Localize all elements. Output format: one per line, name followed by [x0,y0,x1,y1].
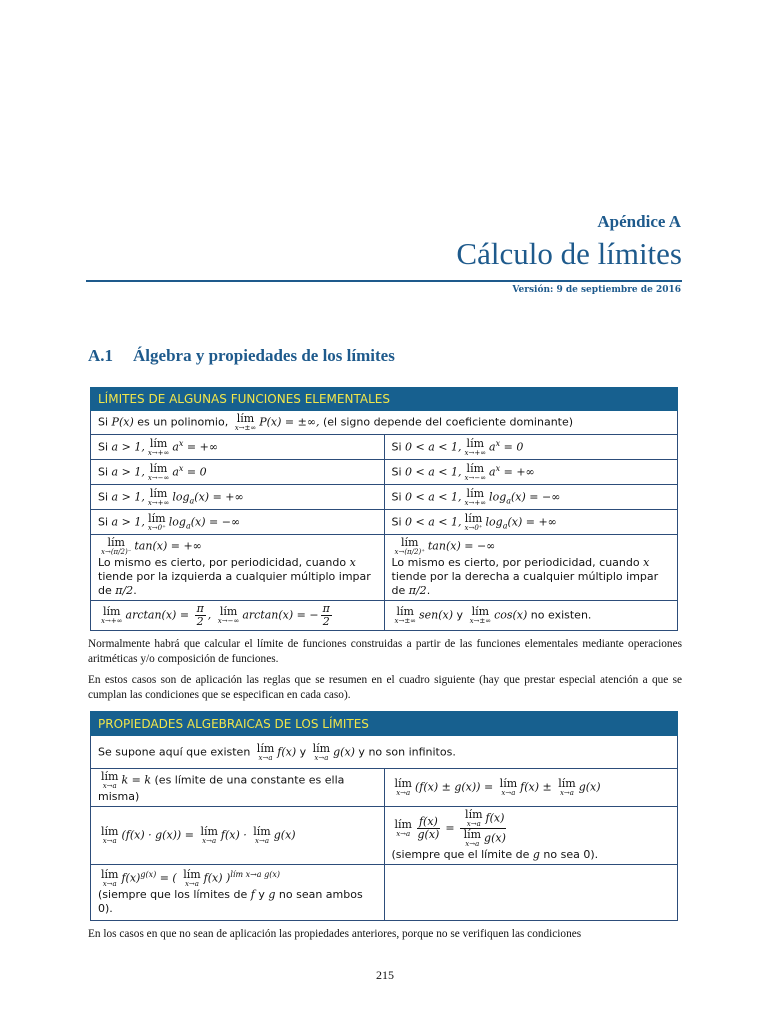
lim-word: lím [558,777,576,791]
text: es un polinomio, [133,415,232,429]
math-expr: log [168,515,186,528]
denominator [323,616,330,628]
lim-word: lím [107,536,125,549]
text: (el signo depende del coeficiente dominante) [319,415,574,429]
limit-operator [101,869,118,888]
subscript: a [185,521,191,531]
math-expr: f(x) [277,745,297,759]
table-cell [91,736,678,769]
text: Si [98,490,112,503]
numerator [460,809,506,829]
math-expr: = 0 [500,440,524,453]
text: Si [98,465,112,478]
text: y [254,888,269,902]
table-cell [91,601,385,631]
math-expr: cos(x) [494,608,528,622]
lim-word: lím [149,436,168,450]
math-expr: (x) = +∞ [194,490,244,503]
limit-operator [470,606,492,625]
lim-subscript: x→−∞ [464,473,487,482]
lim-subscript: x→a [102,880,117,889]
lim-subscript: x→−∞ [147,473,170,482]
text: Si [391,490,406,503]
lim-word: lím [466,436,485,450]
section-title: Álgebra y propiedades de los límites [133,346,395,365]
limit-operator [465,463,487,482]
lim-word: lím [396,605,414,619]
limit-operator [395,606,417,625]
math-expr: a > 1, [111,490,145,503]
math-expr: f(x) [485,811,505,825]
superscript: x [178,438,184,448]
text: Si [98,515,112,528]
version-date: Versión: 9 de septiembre de 2016 [512,285,681,295]
limit-operator [465,488,487,507]
math-expr: f [250,888,255,902]
limit-operator [218,606,240,625]
math-expr: tan(x) = −∞ [427,539,496,553]
superscript: x [495,463,501,473]
math-expr: k = k [121,773,152,787]
lim-word: lím [101,770,119,784]
spacer [88,703,682,711]
math-expr: log [485,515,503,528]
table-row [91,535,678,601]
text: Lo mismo es cierto, por periodicidad, cuando [98,556,350,569]
lim-word: lím [499,777,518,791]
lim-word: lím [236,412,255,425]
paragraph: En estos casos son de aplicación las reglas que se resumen en el cuadro siguiente (hay que prestar especial atención a que se cumplan las condiciones que se especifican en cada caso). [88,674,682,702]
math-expr: log [172,490,190,503]
paragraph: Normalmente habrá que calcular el límite de funciones construidas a partir de las funciones elementales mediante operaciones aritméticas y/o composición de funciones. [88,638,682,666]
text: y [453,608,467,622]
table-row [91,510,678,535]
superscript: g(x) [140,870,157,880]
math-expr: π [196,602,204,615]
math-expr: = +∞ [183,440,218,453]
limit-operator [101,537,131,556]
math-expr: f(x) [121,871,141,885]
math-expr: a > 1, [111,440,145,453]
title-rule [86,280,682,282]
text: (es límite de una constante es ella misma) [98,773,345,804]
lim-word: lím [465,808,483,822]
table-cell [91,535,385,601]
fraction [460,809,506,848]
math-expr: a [489,465,496,478]
table-cell [384,865,678,921]
denominator [461,829,506,848]
lim-word: lím [183,868,201,882]
text: Si [391,465,406,478]
text: (siempre que el límite de [391,848,533,862]
limit-operator [101,606,123,625]
limit-operator [148,488,170,507]
lim-subscript: x→+∞ [464,498,487,507]
text: Si [391,515,406,528]
math-expr: = [441,821,459,835]
limit-operator [200,826,217,845]
limit-operator [500,778,517,797]
lim-subscript: x→a [559,789,574,798]
lim-word: lím [463,828,482,842]
table-cell [91,769,385,807]
fraction [417,816,440,841]
lim-subscript: x→a [102,782,117,791]
math-expr: = 0 [183,465,207,478]
lim-subscript: x→a [258,753,273,762]
table-cell [91,807,385,865]
math-expr: 0 < a < 1, [405,490,462,503]
math-expr: arctan(x) = [125,608,193,622]
text: . [133,584,137,597]
algebraic-properties-table [90,711,678,921]
lim-subscript: x→a [314,753,329,762]
lim-subscript: x→a [501,789,516,798]
limit-operator [313,743,330,762]
lim-subscript: x→±∞ [234,424,257,432]
lim-subscript: x→(π/2)⁺ [394,548,425,556]
chapter-title: Cálculo de límites [456,236,682,271]
lim-subscript: x→+∞ [464,448,487,457]
table-cell [384,460,678,485]
lim-word: lím [219,605,238,619]
math-expr: x [643,556,650,569]
superscript: x [495,438,501,448]
lim-subscript: x→a [202,837,217,846]
math-expr: log [489,490,507,503]
section-heading [88,346,395,366]
page-number: 215 [376,968,394,983]
math-expr: = +∞ [500,465,535,478]
lim-word: lím [103,605,121,619]
lim-subscript: x→+∞ [101,617,123,626]
superscript: lím x→a g(x) [230,870,280,880]
text: Si [391,440,406,453]
lim-subscript: x→0⁺ [147,523,166,532]
lim-subscript: x→a [396,789,411,798]
appendix-label: Apéndice A [597,212,681,231]
math-expr: , [207,608,215,622]
lim-word: lím [148,511,166,525]
table-header: LÍMITES DE ALGUNAS FUNCIONES ELEMENTALES [91,388,678,411]
limit-operator [395,537,425,556]
table-row [91,435,678,460]
lim-word: lím [400,536,419,549]
text: tiende por la izquierda a cualquier múltiplo impar de [98,570,371,597]
lim-subscript: x→(π/2)⁻ [101,548,132,556]
lim-word: lím [471,605,490,619]
subscript: a [502,521,508,531]
text: no sean ambos 0). [98,888,363,916]
math-expr: (x) = −∞ [511,490,561,503]
table-cell [384,601,678,631]
math-expr: (f(x) ± g(x)) = [414,780,497,794]
table-cell [91,510,385,535]
limit-operator [101,771,118,790]
table-cell [384,435,678,460]
text: no existen. [527,608,592,622]
limit-operator [465,513,483,532]
lim-subscript: x→a [184,880,199,889]
subscript: a [189,496,195,506]
math-expr: arctan(x) = − [242,608,319,622]
lim-word: lím [394,818,412,832]
limit-operator [257,743,274,762]
lim-word: lím [200,825,218,839]
limit-operator [395,778,412,797]
lim-subscript: x→+∞ [147,498,170,507]
subscript: a [506,496,512,506]
lim-subscript: x→a [466,820,481,829]
math-expr: sen(x) [419,608,454,622]
math-expr: (x) = −∞ [190,515,241,528]
math-expr: f(x) · [220,828,251,842]
lim-word: lím [466,486,485,500]
lim-subscript: x→a [102,837,117,846]
table-cell [91,485,385,510]
lim-subscript: x→a [396,830,411,839]
math-expr: g(x) [333,745,355,759]
table-header: PROPIEDADES ALGEBRAICAS DE LOS LÍMITES [91,712,678,736]
math-expr: g(x) [484,831,506,845]
math-expr: (f(x) · g(x)) = [121,828,198,842]
denominator [197,616,204,628]
math-expr: a [489,440,496,453]
math-expr: g(x) [578,780,601,794]
lim-word: lím [466,461,485,475]
table-cell [91,435,385,460]
lim-subscript: x→±∞ [394,617,417,626]
table-cell [91,460,385,485]
math-expr: g(x) [273,828,296,842]
lim-subscript: x→±∞ [469,617,492,626]
math-expr: a [172,440,179,453]
text: tiende por la derecha a cualquier múltiplo impar de [391,570,659,597]
math-expr: = ( [156,871,181,885]
table-cell [91,865,385,921]
table-row [91,460,678,485]
superscript: x [178,463,184,473]
math-expr: f(x) ± [520,780,556,794]
table-row [91,865,678,921]
text: y [296,745,310,759]
math-expr: 2 [196,615,204,629]
math-expr: 0 < a < 1, [405,465,462,478]
lim-word: lím [101,825,119,839]
table-cell [91,411,678,435]
math-expr: f(x) [418,815,438,829]
math-expr: g [268,888,276,902]
math-expr: 2 [322,615,330,629]
table-cell [384,769,678,807]
limit-operator [253,826,270,845]
limit-operator [235,413,257,432]
text: (siempre que los límites de [98,888,251,902]
fraction [321,603,332,628]
math-expr: P(x) = ±∞, [259,415,320,429]
text: y no son infinitos. [354,745,456,759]
math-expr: 0 < a < 1, [405,515,462,528]
text: . [426,584,431,597]
text: Si [98,440,112,453]
lim-subscript: x→−∞ [217,617,240,626]
math-expr: π/2 [408,584,427,597]
limit-operator [148,438,170,457]
math-expr: tan(x) = +∞ [134,539,202,553]
page-body [88,387,682,983]
math-expr: a > 1, [111,465,145,478]
lim-word: lím [149,486,168,500]
text: Lo mismo es cierto, por periodicidad, cuando [391,556,644,569]
limit-operator [183,869,200,888]
text: Si [98,415,112,429]
paragraph: En los casos en que no sean de aplicación las propiedades anteriores, porque no se verifiquen las condiciones [88,928,582,941]
math-expr: P(x) [111,415,134,429]
limit-operator [148,513,166,532]
math-expr: 0 < a < 1, [405,440,462,453]
table-row [91,601,678,631]
limit-operator [465,809,482,828]
math-expr: g [532,848,540,862]
math-expr: f(x) ) [203,871,231,885]
text: no sea 0). [539,848,599,862]
table-row [91,485,678,510]
text: Se supone aquí que existen [98,745,254,759]
math-expr: a [172,465,179,478]
section-number: A.1 [88,346,114,365]
limit-operator [101,826,118,845]
limit-operator [465,438,487,457]
limit-operator [558,778,575,797]
math-expr: π [322,602,330,615]
limit-operator [395,819,412,838]
lim-word: lím [464,511,483,525]
limit-operator [464,829,481,848]
table-cell [384,535,678,601]
math-expr: (x) = +∞ [507,515,557,528]
fraction [195,603,206,628]
lim-word: lím [312,741,331,755]
lim-word: lím [101,868,119,882]
math-expr: a > 1, [111,515,145,528]
lim-subscript: x→a [465,840,480,849]
math-expr: π/2 [115,584,134,597]
table-row [91,807,678,865]
lim-word: lím [253,825,271,839]
lim-subscript: x→0⁺ [464,523,483,532]
table-cell [384,510,678,535]
math-expr: x [349,556,356,569]
elementary-limits-table [90,387,678,631]
denominator [417,829,439,841]
limit-operator [148,463,170,482]
lim-subscript: x→a [255,837,269,846]
table-cell [384,807,678,865]
lim-word: lím [394,777,412,791]
table-cell [384,485,678,510]
lim-subscript: x→+∞ [147,448,170,457]
table-row [91,769,678,807]
lim-word: lím [149,461,168,475]
math-expr: g(x) [417,828,440,842]
lim-word: lím [256,741,275,755]
